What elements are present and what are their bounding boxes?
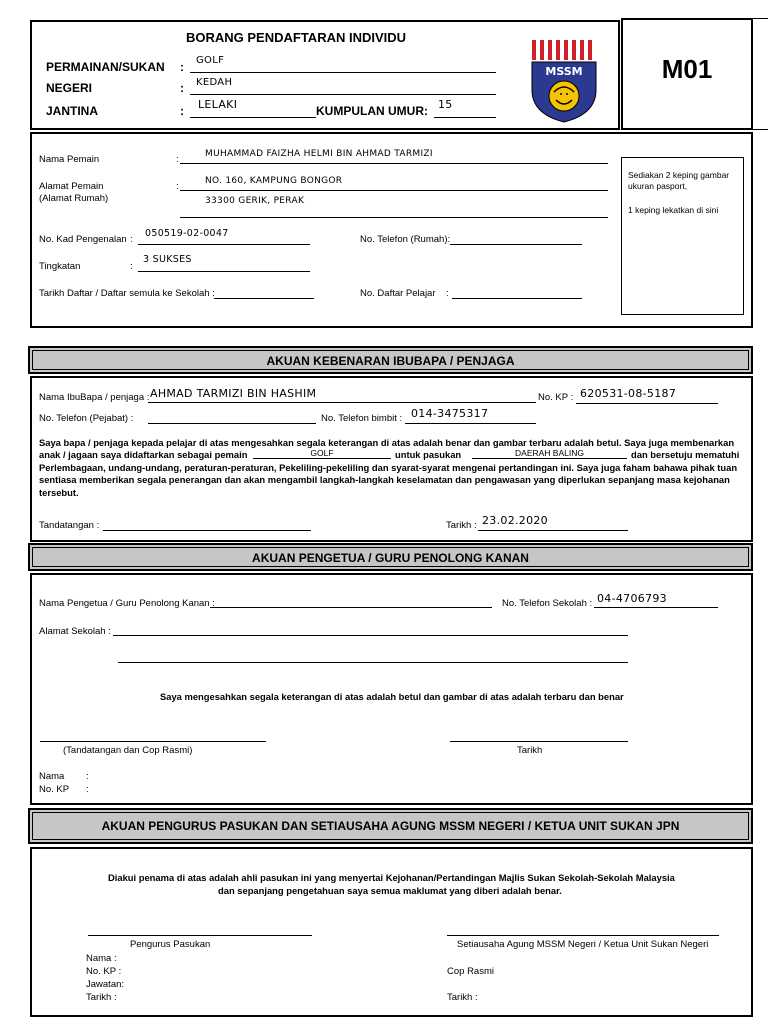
ic-colon: : bbox=[130, 234, 133, 245]
parent-name-line bbox=[148, 402, 536, 403]
student-no-label: No. Daftar Pelajar bbox=[360, 288, 436, 299]
form-value[interactable]: 3 SUKSES bbox=[143, 254, 192, 265]
principal-statement: Saya mengesahkan segala keterangan di atas adalah betul dan gambar di atas adalah terbaru dan benar bbox=[160, 691, 624, 702]
manager-sign-line bbox=[88, 935, 312, 936]
age-group-value[interactable]: 15 bbox=[438, 98, 453, 111]
ic-line bbox=[138, 244, 310, 245]
school-address-label: Alamat Sekolah : bbox=[39, 626, 111, 637]
parent-date-label: Tarikh : bbox=[446, 520, 477, 531]
sport-line bbox=[190, 72, 496, 73]
state-label: NEGERI bbox=[46, 81, 93, 95]
sport-value[interactable]: GOLF bbox=[196, 55, 225, 66]
parent-signature-line bbox=[103, 530, 311, 531]
register-date-line bbox=[214, 298, 314, 299]
register-date-label: Tarikh Daftar / Daftar semula ke Sekolah : bbox=[39, 288, 215, 299]
school-phone-label: No. Telefon Sekolah : bbox=[502, 598, 593, 609]
parent-name-label: Nama IbuBapa / penjaga : bbox=[39, 392, 150, 403]
gender-value[interactable]: LELAKI bbox=[198, 98, 238, 111]
address-line2 bbox=[180, 217, 608, 218]
phone-mobile-value[interactable]: 014-3475317 bbox=[411, 407, 489, 420]
principal-sign-line bbox=[40, 741, 266, 742]
phone-mobile-label: No. Telefon bimbit : bbox=[321, 413, 403, 424]
manager-label: Pengurus Pasukan bbox=[130, 939, 211, 950]
manager-statement-2: dan sepanjang pengetahuan saya semua maklumat yang diberi adalah benar. bbox=[218, 885, 562, 896]
parent-kp-line bbox=[576, 403, 718, 404]
address-line2-value[interactable]: 33300 GERIK, PERAK bbox=[205, 196, 305, 206]
principal-section-title: AKUAN PENGETUA / GURU PENOLONG KANAN bbox=[252, 551, 529, 565]
manager-nokp-label: No. KP : bbox=[86, 966, 122, 977]
school-address-line1 bbox=[113, 635, 628, 636]
parent-name-value[interactable]: AHMAD TARMIZI BIN HASHIM bbox=[150, 387, 317, 400]
side-tab bbox=[753, 18, 768, 130]
form-title: BORANG PENDAFTARAN INDIVIDU bbox=[186, 30, 407, 45]
parent-signature-label: Tandatangan : bbox=[39, 520, 100, 531]
svg-text:MSSM: MSSM bbox=[545, 65, 583, 78]
photo-note-3: 1 keping lekatkan di sini bbox=[628, 205, 719, 215]
parent-section-title: AKUAN KEBENARAN IBUBAPA / PENJAGA bbox=[266, 354, 515, 368]
ic-value[interactable]: 050519-02-0047 bbox=[145, 228, 229, 239]
school-address-line2 bbox=[118, 662, 628, 663]
player-name-value[interactable]: MUHAMMAD FAIZHA HELMI BIN AHMAD TARMIZI bbox=[205, 149, 433, 159]
gender-colon: : bbox=[180, 104, 184, 118]
age-group-line bbox=[434, 117, 496, 118]
address-note: (Alamat Rumah) bbox=[39, 193, 109, 204]
photo-note-1: Sediakan 2 keping gambar bbox=[628, 170, 730, 180]
secretary-sign-line bbox=[447, 935, 719, 936]
principal-sign-label: (Tandatangan dan Cop Rasmi) bbox=[63, 745, 193, 756]
photo-note-2: ukuran pasport, bbox=[628, 181, 688, 191]
secretary-tarikh-label: Tarikh : bbox=[447, 992, 478, 1003]
manager-jawatan-label: Jawatan: bbox=[86, 979, 125, 990]
player-name-colon: : bbox=[176, 154, 179, 165]
parent-date-line bbox=[478, 530, 628, 531]
principal-nokp-colon: : bbox=[86, 784, 89, 795]
age-group-label: KUMPULAN UMUR: bbox=[316, 104, 428, 118]
address-line1 bbox=[180, 190, 608, 191]
ic-label: No. Kad Pengenalan bbox=[39, 234, 127, 245]
gender-label: JANTINA bbox=[46, 104, 99, 118]
declared-sport[interactable]: GOLF bbox=[253, 447, 391, 459]
parent-date-value[interactable]: 23.02.2020 bbox=[482, 514, 548, 527]
player-name-label: Nama Pemain bbox=[39, 154, 100, 165]
principal-date-line bbox=[450, 741, 628, 742]
state-colon: : bbox=[180, 81, 184, 95]
form-colon: : bbox=[130, 261, 133, 272]
student-no-colon: : bbox=[446, 288, 449, 299]
official-stamp-label: Cop Rasmi bbox=[447, 966, 494, 977]
address-label: Alamat Pemain bbox=[39, 181, 104, 192]
parent-section-bar bbox=[28, 346, 753, 374]
principal-nokp-label: No. KP bbox=[39, 784, 70, 795]
principal-section-bar bbox=[28, 543, 753, 571]
player-name-line bbox=[180, 163, 608, 164]
parent-kp-label: No. KP : bbox=[538, 392, 574, 403]
phone-home-line bbox=[450, 244, 582, 245]
state-value[interactable]: KEDAH bbox=[196, 77, 233, 88]
phone-office-line bbox=[148, 423, 316, 424]
principal-nama-colon: : bbox=[86, 771, 89, 782]
address-colon: : bbox=[176, 181, 179, 192]
phone-mobile-line bbox=[405, 423, 536, 424]
school-phone-line bbox=[594, 607, 718, 608]
form-code: M01 bbox=[661, 54, 713, 84]
student-no-line bbox=[452, 298, 582, 299]
parent-kp-value[interactable]: 620531-08-5187 bbox=[580, 387, 677, 400]
phone-office-label: No. Telefon (Pejabat) : bbox=[39, 413, 134, 424]
form-line bbox=[138, 271, 310, 272]
declared-team[interactable]: DAERAH BALING bbox=[472, 447, 627, 459]
form-label: Tingkatan bbox=[39, 261, 81, 272]
principal-name-label: Nama Pengetua / Guru Penolong Kanan : bbox=[39, 598, 215, 609]
manager-section-bar bbox=[28, 808, 753, 844]
phone-home-label: No. Telefon (Rumah): bbox=[360, 234, 451, 245]
gender-line bbox=[190, 117, 316, 118]
principal-name-line bbox=[210, 607, 492, 608]
school-phone-value[interactable]: 04-4706793 bbox=[597, 592, 667, 605]
manager-section-title: AKUAN PENGURUS PASUKAN DAN SETIAUSAHA AGUNG MSSM NEGERI / KETUA UNIT SUKAN JPN bbox=[101, 819, 680, 833]
parent-declaration: Saya bapa / penjaga kepada pelajar di atas mengesahkan segala keterangan di atas adalah benar dan gambar terbaru adalah betul. Saya juga membenarkan anak / jagaan saya didaftarkan sebagai pemain GOLF untuk pasukan DAERAH BALING dan bersetuju mematuhi Perlembagaan, undang-undang, peraturan-peraturan, Pekeliling-pekeliling dan syarat-syarat mengenai pertandingan ini. Saya juga faham bahawa pihak tuan sentiasa memberikan segala penerangan dan akan mengambil langkah-langkah keselamatan dan pengawasan yang diperlukan sepanjang masa kejohanan tersebut. bbox=[39, 437, 740, 498]
mssm-logo bbox=[528, 38, 600, 124]
principal-date-label: Tarikh bbox=[517, 745, 543, 756]
address-line1-value[interactable]: NO. 160, KAMPUNG BONGOR bbox=[205, 176, 343, 186]
manager-statement-1: Diakui penama di atas adalah ahli pasukan ini yang menyertai Kejohanan/Pertandingan Majlis Sukan Sekolah-Sekolah Malaysia bbox=[108, 872, 675, 883]
state-line bbox=[190, 94, 496, 95]
manager-nama-label: Nama : bbox=[86, 953, 117, 964]
sport-colon: : bbox=[180, 60, 184, 74]
sport-label: PERMAINAN/SUKAN bbox=[46, 60, 165, 74]
principal-nama-label: Nama bbox=[39, 771, 65, 782]
secretary-label: Setiausaha Agung MSSM Negeri / Ketua Unit Sukan Negeri bbox=[457, 939, 709, 950]
manager-tarikh-label: Tarikh : bbox=[86, 992, 117, 1003]
